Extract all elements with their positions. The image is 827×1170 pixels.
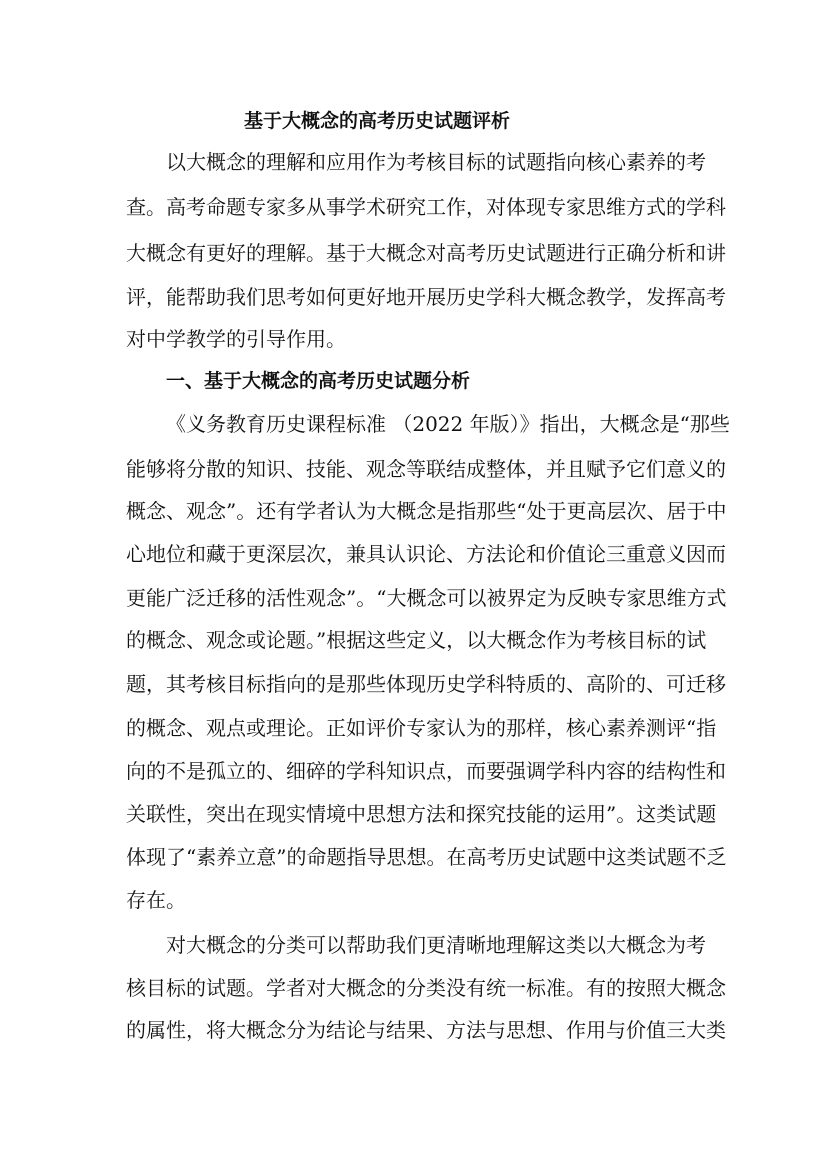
- intro-line-2: 查。高考命题专家多从事学术研究工作，对体现专家思维方式的学科: [126, 195, 726, 219]
- para2-line-2: 核目标的试题。学者对大概念的分类没有统一标准。有的按照大概念: [126, 976, 726, 1000]
- intro-line-5: 对中学教学的引导作用。: [126, 327, 346, 351]
- para1-line-6: 的概念、观念或论题。”根据这些定义，以大概念作为考核目标的试: [126, 628, 707, 652]
- para1-line-11: 体现了“素养立意”的命题指导思想。在高考历史试题中这类试题不乏: [126, 845, 727, 869]
- para1-line-5: 更能广泛迁移的活性观念”。“大概念可以被界定为反映专家思维方式: [126, 586, 727, 610]
- para1-line-1: 《义务教育历史课程标准 （2022 年版）》指出，大概念是“那些: [166, 412, 730, 436]
- intro-line-4: 评，能帮助我们思考如何更好地开展历史学科大概念教学，发挥高考: [126, 285, 726, 309]
- intro-line-1: 以大概念的理解和应用作为考核目标的试题指向核心素养的考: [166, 150, 706, 174]
- intro-line-3: 大概念有更好的理解。基于大概念对高考历史试题进行正确分析和讲: [126, 241, 726, 265]
- para1-line-8: 的概念、观点或理论。正如评价专家认为的那样，核心素养测评“指: [126, 716, 717, 740]
- para1-line-4: 心地位和藏于更深层次，兼具认识论、方法论和价值论三重意义因而: [126, 542, 726, 566]
- document-title: 基于大概念的高考历史试题评析: [244, 110, 511, 132]
- para2-line-1: 对大概念的分类可以帮助我们更清晰地理解这类以大概念为考: [166, 933, 706, 957]
- para2-line-3: 的属性，将大概念分为结论与结果、方法与思想、作用与价值三大类: [126, 1018, 726, 1042]
- section-heading: 一、基于大概念的高考历史试题分析: [166, 370, 471, 392]
- para1-line-3: 概念、观念”。还有学者认为大概念是指那些“处于更高层次、居于中: [126, 499, 727, 523]
- para1-line-7: 题，其考核目标指向的是那些体现历史学科特质的、高阶的、可迁移: [126, 672, 726, 696]
- para1-line-9: 向的不是孤立的、细碎的学科知识点，而要强调学科内容的结构性和: [126, 759, 726, 783]
- para1-line-2: 能够将分散的知识、技能、观念等联结成整体，并且赋予它们意义的: [126, 457, 726, 481]
- para1-line-12: 存在。: [126, 888, 186, 912]
- para1-line-10: 关联性，突出在现实情境中思想方法和探究技能的运用”。这类试题: [126, 802, 717, 826]
